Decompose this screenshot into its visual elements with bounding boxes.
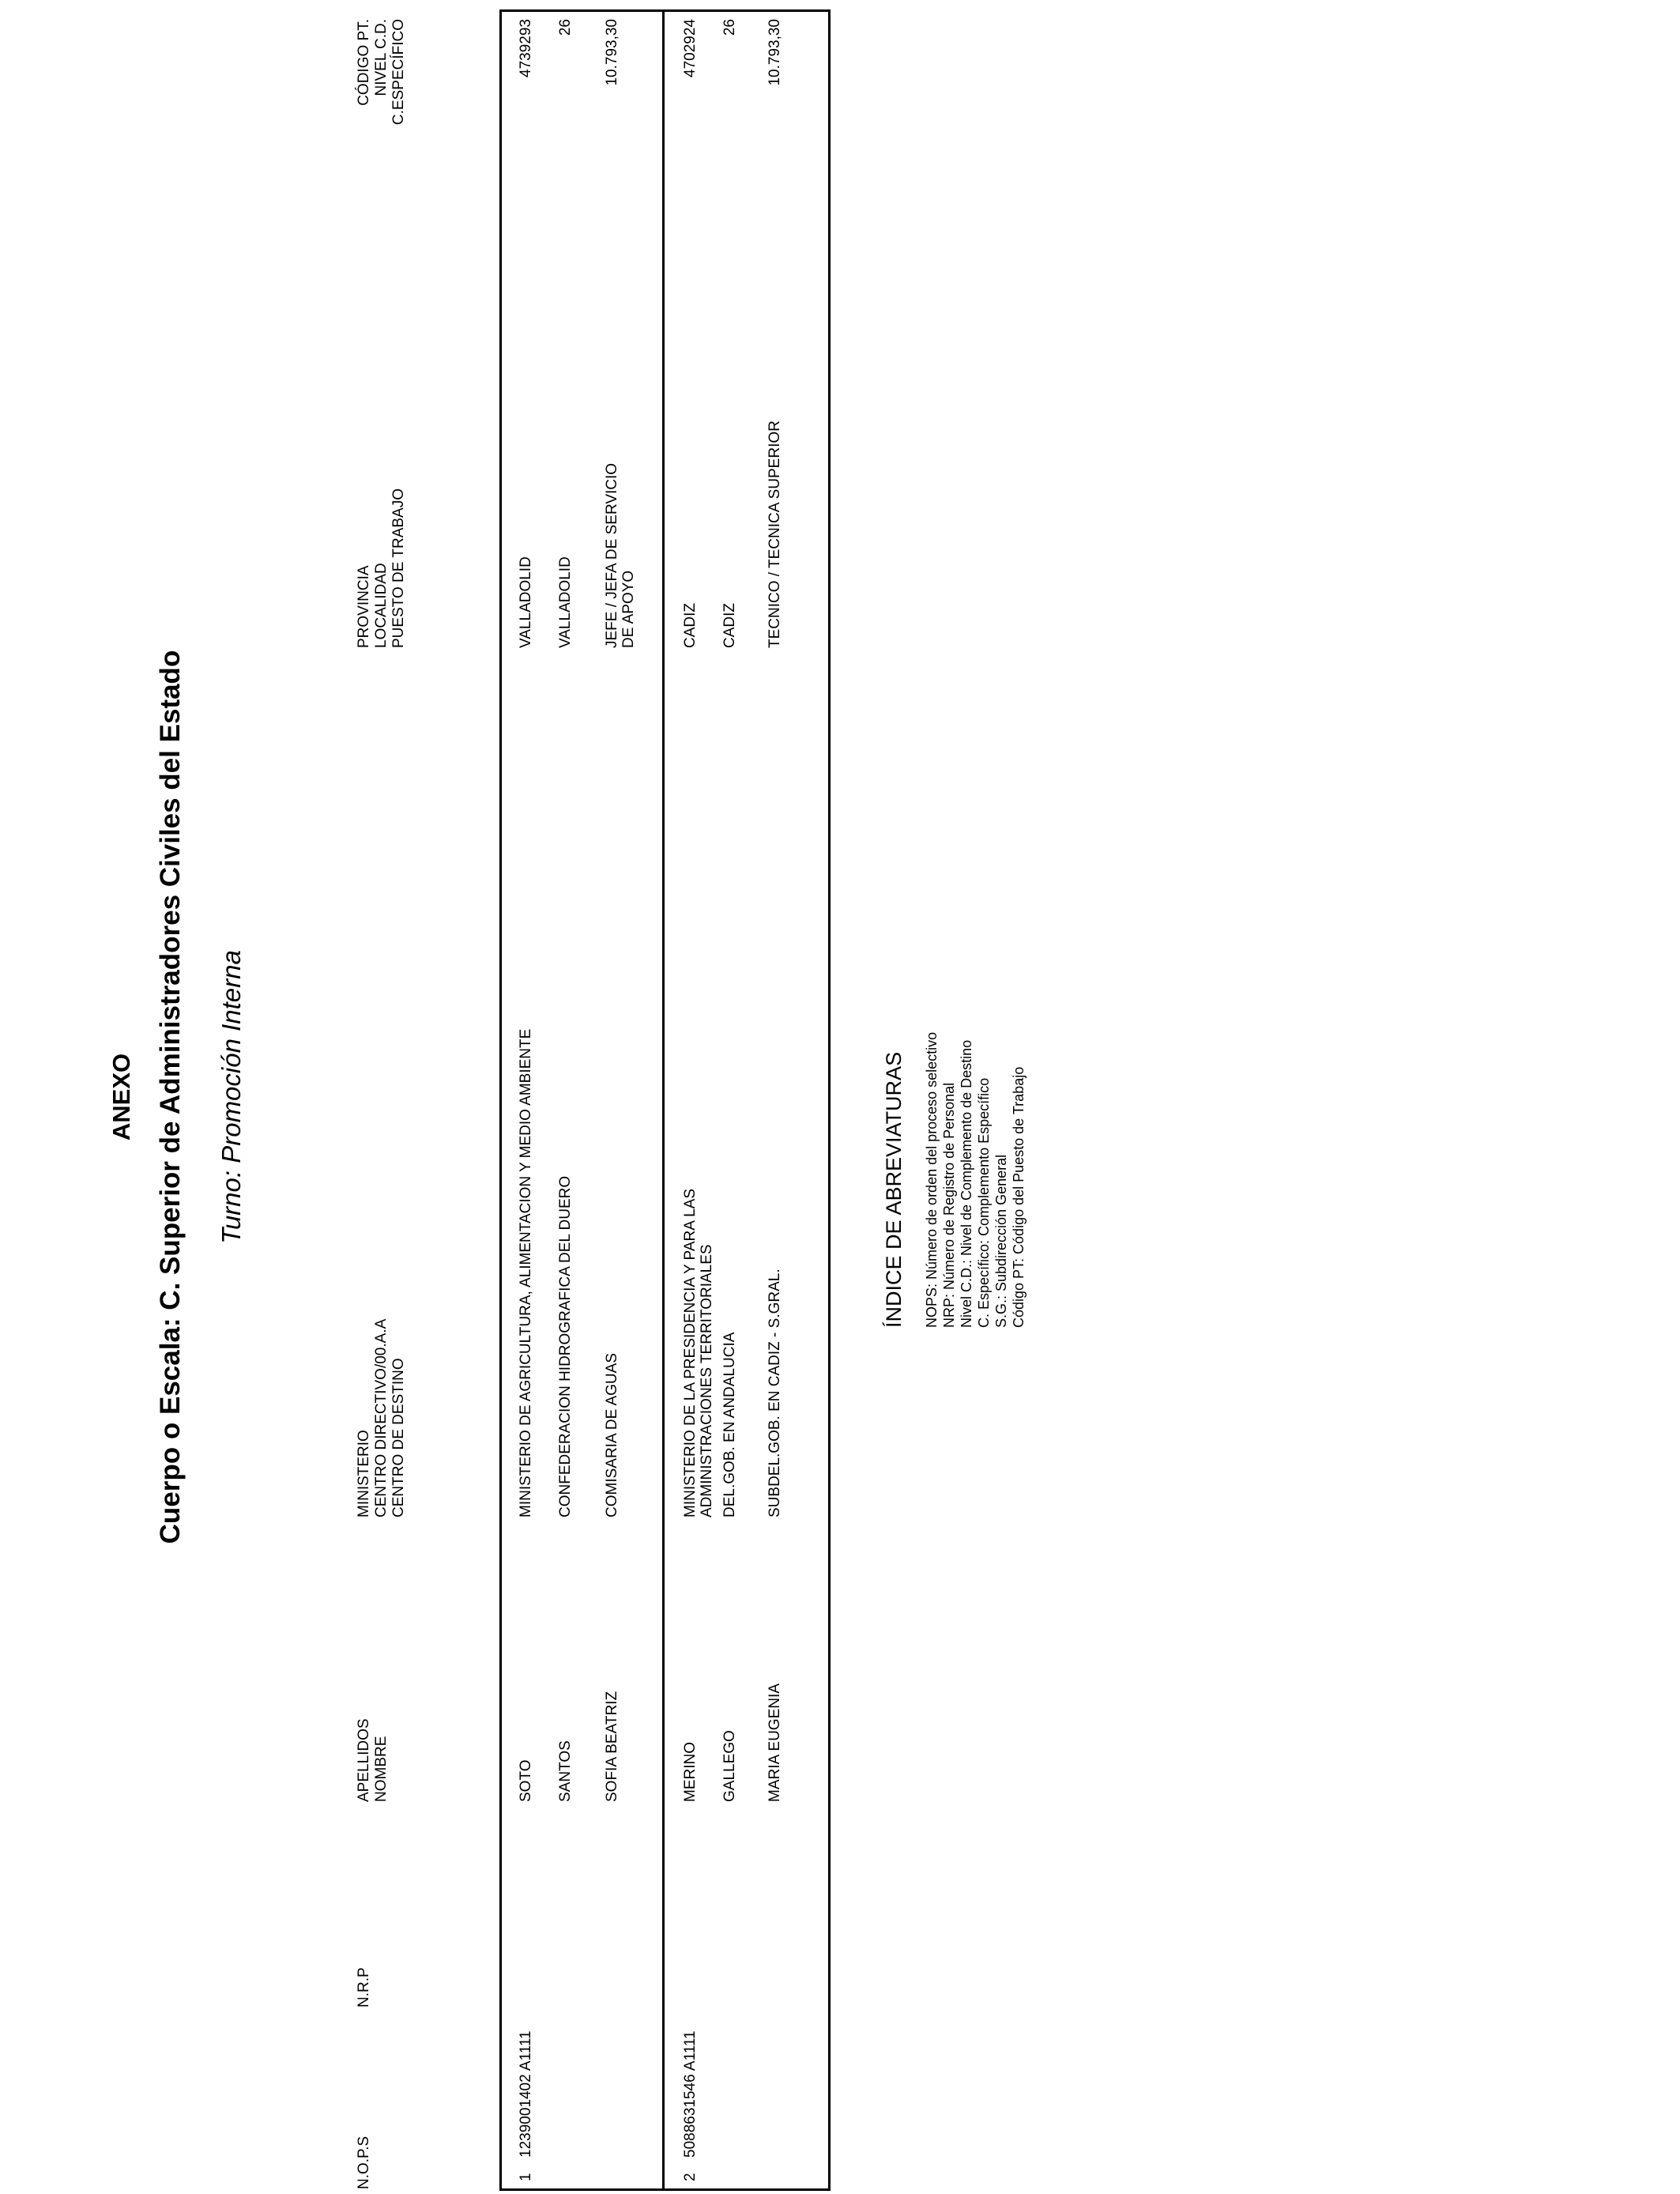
row-1-nops: 1 (518, 2173, 534, 2181)
abbreviation-item: S.G.: Subdirección General (993, 1154, 1009, 1328)
row-2-codigo-pt: 4702924 (682, 19, 699, 77)
header-nops: N.O.P.S (356, 2136, 372, 2189)
abbreviations-list (923, 1032, 1027, 1328)
row-1-surname-2: SANTOS (557, 1740, 574, 1802)
row-2-centro-directivo: DEL.GOB. EN ANDALUCIA (721, 1332, 738, 1517)
row-2-c-especifico: 10.793,30 (767, 19, 783, 86)
row-1-centro-directivo: CONFEDERACION HIDROGRAFICA DEL DUERO (557, 1175, 574, 1517)
row-2-nivel-cd: 26 (721, 19, 738, 36)
results-table-frame (499, 9, 831, 2191)
header-ministerio-line-1: MINISTERIO (356, 1430, 372, 1517)
header-provincia-line-2: LOCALIDAD (373, 563, 390, 648)
row-1-provincia: VALLADOLID (518, 556, 534, 648)
row-2-nrp: 5088631546 A1111 (682, 2030, 699, 2158)
row-1-c-especifico: 10.793,30 (604, 19, 620, 86)
abbreviation-item: Código PT: Código del Puesto de Trabajo (1011, 1066, 1026, 1328)
header-apellidos (356, 1718, 390, 1802)
row-divider (662, 9, 665, 2191)
header-ministerio-line-3: CENTRO DE DESTINO (390, 1358, 407, 1517)
row-1-centro-destino: COMISARIA DE AGUAS (604, 1353, 620, 1517)
annex-title: ANEXO (107, 1053, 135, 1141)
header-ministerio-line-2: CENTRO DIRECTIVO/00.A.A (373, 1318, 390, 1517)
row-1-codigo-pt: 4739293 (518, 19, 534, 77)
row-2-localidad: CADIZ (721, 603, 738, 648)
header-provincia-line-1: PROVINCIA (356, 565, 372, 648)
row-2-provincia: CADIZ (682, 603, 699, 648)
row-2-ministerio: MINISTERIO DE LA PRESIDENCIA Y PARA LAS ADMINISTRACIONES TERRITORIALES (682, 1188, 715, 1517)
row-1-localidad: VALLADOLID (557, 556, 574, 648)
row-2-surname-2: GALLEGO (721, 1730, 738, 1802)
header-codigo-line-2: NIVEL C.D. (373, 19, 390, 96)
row-1-nrp: 1239001402 A1111 (518, 2030, 534, 2158)
row-2-centro-destino: SUBDEL.GOB. EN CADIZ - S.GRAL. (767, 1269, 783, 1517)
abbreviation-item: Nivel C.D.: Nivel de Complemento de Destino (959, 1039, 974, 1328)
corps-title: Cuerpo o Escala: C. Superior de Administradores Civiles del Estado (155, 650, 186, 1544)
row-1-ministerio: MINISTERIO DE AGRICULTURA, ALIMENTACION Y MEDIO AMBIENTE (518, 1028, 534, 1517)
abbreviation-item: NRP: Número de Registro de Personal (941, 1082, 957, 1328)
header-provincia-line-3: PUESTO DE TRABAJO (390, 488, 407, 648)
header-codigo-line-3: C.ESPECÍFICO (390, 19, 407, 126)
row-2-given-name: MARIA EUGENIA (767, 1683, 783, 1802)
abbreviations-title: ÍNDICE DE ABREVIATURAS (882, 1051, 906, 1328)
header-apellidos-line-1: APELLIDOS (356, 1718, 372, 1802)
row-2-puesto: TECNICO / TECNICA SUPERIOR (767, 420, 783, 648)
row-1-nivel-cd: 26 (557, 19, 574, 36)
header-ministerio (356, 1319, 408, 1517)
header-apellidos-line-2: NOMBRE (373, 1736, 390, 1802)
row-1-puesto: JEFE / JEFA DE SERVICIO DE APOYO (604, 462, 637, 648)
row-2-nops: 2 (682, 2173, 699, 2181)
abbreviation-item: C. Específico: Complemento Específico (976, 1077, 992, 1328)
turno-subtitle: Turno: Promoción Interna (217, 950, 246, 1244)
row-1-given-name: SOFIA BEATRIZ (604, 1691, 620, 1802)
abbreviation-item: NOPS: Número de orden del proceso selectivo (924, 1031, 940, 1328)
row-2-surname-1: MERINO (682, 1742, 699, 1802)
header-provincia (356, 488, 408, 648)
header-codigo (356, 19, 408, 174)
header-codigo-line-1: CÓDIGO PT. (356, 19, 372, 106)
header-nrp: N.R.P (356, 1967, 372, 2007)
row-1-surname-1: SOTO (518, 1759, 534, 1802)
